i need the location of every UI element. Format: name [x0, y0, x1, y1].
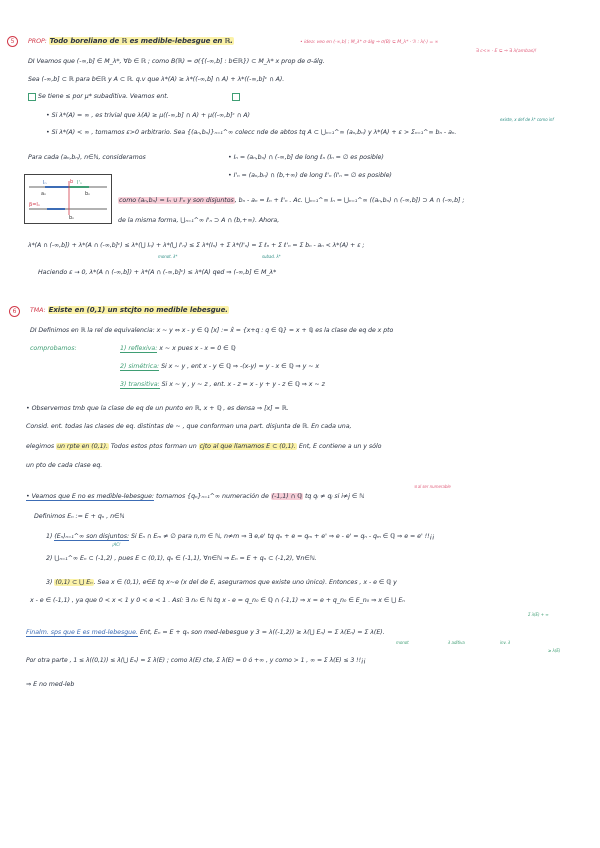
representative-line: [26, 442, 381, 451]
numerable-note: ∃ al ser numerable: [414, 484, 451, 489]
step-2-text: ⋃ₙ₌₁^∞ Eₙ ⊂ (-1,2) , pues E ⊂ (0,1), qₙ ∈ (-1,1), ∀n∈ℕ ⇒ Eₙ = E + qₙ ⊂ (-1,2), ∀n∈ℕ.: [54, 555, 317, 562]
final-assumption: Finalm. sps que E es med-lebesgue.: [26, 629, 138, 636]
proof-line-3: Se tiene ≤ por μ* subaditiva. Veamos ent.: [38, 93, 169, 100]
nonmeasurable-claim: • Veamos que E no es medible-lebesgue:: [26, 493, 155, 500]
theorem-heading: [30, 306, 229, 315]
fig-label-in: Iₙ: [43, 180, 47, 186]
theorem-label: TMA:: [30, 307, 46, 314]
set-e-highlight: cjto al que llamamos E ⊂ (0,1).: [199, 443, 296, 450]
theorem-statement: Existe en (0,1) un stcjto no medible lebesgue.: [48, 306, 228, 314]
transitive-row: [120, 380, 325, 389]
nonmeasurable-line: [26, 492, 364, 501]
proof-line-6: Para cada (aₙ,bₙ), n∈ℕ, consideramos: [28, 154, 146, 161]
step-2: [46, 554, 317, 563]
prop-heading: [28, 37, 234, 46]
step-1-note: ¡AC!: [112, 542, 121, 547]
final-line-1: [26, 628, 385, 637]
note-monot: monot: [396, 640, 409, 645]
step-2-num: 2): [46, 555, 53, 562]
numeration-text: tomamos {qₙ}ₙ₌₁^∞ numeración de: [155, 493, 269, 500]
step-3-num: 3): [46, 579, 53, 586]
def-in-2: • I'ₙ = (aₙ,bₙ) ∩ (b,+∞) de long ℓ'ₙ (I'ₙ = ∅ es posible): [228, 172, 392, 179]
proof-line-4: • Si λ*(A) = ∞ , es trivial que λ(A) ≥ μ((-∞,b] ∩ A) + μ((-∞,b]ᶜ ∩ A): [46, 112, 250, 119]
proof-line-2: Sea (-∞,b] ⊂ ℝ para b∈ℝ y A ⊂ ℝ. q.v que λ*(A) ≥ λ*((-∞,b] ∩ A) + λ*((-∞,b]ᶜ ∩ A).: [28, 76, 285, 83]
step-1-claim: (Eₙ)ₙ₌₁^∞ son disjuntos:: [54, 533, 130, 540]
final-line-2: Por otra parte , 1 ≤ λ((0,1)) ≤ λ(⋃ Eₙ) = Σ λ(E) ; como λ(E) cte, Σ λ(E) = 0 ó +∞ , y como > 1 , ∞ = Σ λ(E) ≤ 3 !!¡¡: [26, 657, 366, 664]
proof-line-9-note-2: subad. λ*: [262, 254, 281, 259]
fig-label-an: aₙ: [41, 191, 47, 197]
fig-label-ipn: I'ₙ: [77, 180, 82, 186]
fig-label-bn: bₙ: [85, 191, 91, 197]
step-3-claim: (0,1) ⊂ ⋃ Eₙ: [55, 579, 93, 586]
interval-diagram: [25, 175, 111, 223]
def-in-1: • Iₙ = (aₙ,bₙ) ∩ (-∞,b] de long ℓₙ (Iₙ = ∅ es posible): [228, 154, 384, 161]
step-1: [46, 532, 435, 541]
reflexive-row: [120, 344, 235, 353]
reflexive-label: 1) reflexiva:: [120, 345, 158, 352]
rationals-highlight: (-1,1) ∩ ℚ: [271, 493, 303, 500]
rep-text-e: Ent, E contiene a un y sólo: [298, 443, 382, 450]
proof-line-9: λ*(A ∩ (-∞,b]) + λ*(A ∩ (-∞,b]ᶜ) ≤ λ*(⋃ Iₙ) + λ*(⋃ I'ₙ) ≤ Σ λ*(Iₙ) + Σ λ*(I'ₙ) = Σ ℓₙ + Σ ℓ'ₙ = Σ bₙ - aₙ < λ*(A) + ε ;: [28, 242, 365, 249]
step-1-proof: Si Eₙ ∩ Eₘ ≠ ∅ para n,m ∈ ℕ, n≠m ⇒ ∃ e,e' tq qₙ + e = qₘ + e' ⇒ e - e' = qₙ - qₘ ∈ ℚ ⇒ e = e' !!¡¡: [130, 533, 435, 540]
prop-label: PROP:: [28, 38, 47, 45]
symmetric-label: 2) simétrica:: [120, 363, 160, 370]
rep-text-a: elegimos: [26, 443, 55, 450]
reflexive-text: x ~ x pues x - x = 0 ∈ ℚ: [159, 345, 236, 352]
checkbox-icon: [28, 93, 36, 101]
proof-line-10: Haciendo ε → 0, λ*(A ∩ (-∞,b]) + λ*(A ∩ (-∞,b]ᶜ) ≤ λ*(A) qed ⇒ (-∞,b] ∈ M_λ*: [38, 269, 277, 276]
symmetric-row: [120, 362, 319, 371]
final-inequality: Ent, Eₙ = E + qₙ son med-lebesgue y 3 = λ((-1,2)) ≥ λ(⋃ Eₙ) = Σ λ(Eₙ) = Σ λ(E).: [139, 629, 385, 636]
proof-line-5: • Si λ*(A) < ∞ , tomamos ε>0 arbitrario. Sea {(aₙ,bₙ)}ₙ₌₁^∞ colecc nde de abtos tq A ⊂ ⋃ₙ₌₁^∞ (aₙ,bₙ) y λ*(A) + ε > Σₙ₌₁^∞ bₙ - aₙ.: [46, 129, 457, 136]
note-sum: Σ λ(E) + ∞: [528, 612, 549, 617]
fig-label-bn2: bₙ: [69, 215, 75, 221]
step-3-continued: x - e ∈ (-1,1) , ya que 0 < x < 1 y 0 < e < 1 . Así: ∃ n₀ ∈ ℕ tq x - e = q_n₀ ∈ ℚ ∩ (-1,1) ⇒ x = e + q_n₀ ∈ E_n₀ ⇒ x ∈ ⋃ Eₙ: [30, 597, 405, 604]
proof-line-1: DI Veamos que (-∞,b] ∈ M_λ*, ∀b ∈ ℝ ; como B(ℝ) = σ({(-∞,b] : b∈ℝ}) ⊂ M_λ* x prop de σ-álg.: [28, 58, 325, 65]
step-3: [46, 578, 397, 587]
checkbox-icon-2: [232, 93, 240, 101]
note-lt: ≥ λ(E): [548, 648, 561, 653]
interval-figure: [24, 174, 112, 224]
distinct-condition: tq qᵢ ≠ qⱼ si i≠j ∈ ℕ: [304, 493, 365, 500]
conclusion: ⇒ E no med-leb: [26, 681, 75, 688]
idea-note: • idea: veo en (-∞,b] ; M_λ* σ-álg ⇒ σ(B) ⊆ M_λ* · ℬ : λ(·) = ∞: [300, 40, 439, 45]
proof-line-7-rest: , bₙ - aₙ = ℓₙ + ℓ'ₙ . Ac. ⋃ₙ₌₁^∞ Iₙ = ⋃ₙ₌₁^∞ ((aₙ,bₙ) ∩ (-∞,b]) ⊃ A ∩ (-∞,b] ;: [234, 197, 465, 204]
proof-line-9-note-1: monot. λ*: [158, 254, 178, 259]
partition-line: Consid. ent. todas las clases de eq. distintas de ~ , que conforman una part. disjunta de ℝ. En cada una,: [26, 423, 352, 430]
idea-note-right: ∃ c<∞ · E ⊆ ⇒ ∃ λ(ambas)!: [476, 49, 537, 54]
step-3-text: . Sea x ∈ (0,1), e∈E tq x~e (x del de E, aseguramos que existe uno único). Entonces , x - e ∈ ℚ y: [93, 579, 397, 586]
comprobamos-label: comprobamos:: [30, 345, 77, 352]
fig-label-b: b: [70, 179, 74, 185]
note-inv: inv. λ: [500, 640, 511, 645]
representative-line-2: un pto de cada clase eq.: [26, 462, 103, 469]
en-definition: Definimos Eₙ := E + qₙ , n∈ℕ: [34, 513, 125, 520]
section-number-6: 6: [9, 306, 20, 317]
rep-highlight: un rpte en (0,1).: [57, 443, 108, 450]
proof-line-8: de la misma forma, ⋃ₙ₌₁^∞ I'ₙ ⊃ A ∩ (b,+∞). Ahora,: [118, 217, 280, 224]
section-number-5: 5: [7, 36, 18, 47]
transitive-label: 3) transitiva:: [120, 381, 160, 388]
equiv-definition: DI Definimos en ℝ la rel de equivalencia: x ~ y ⇔ x - y ∈ ℚ [x] := x̂ = {x+q : q ∈ ℚ} = x + ℚ es la clase de eq de x pto: [30, 327, 394, 334]
prop-statement: Todo boreliano de ℝ es medible-lebesgue en ℝ.: [49, 37, 233, 45]
note-adit: λ aditiva: [448, 640, 465, 645]
fig-label-beta: β=Iₙ: [29, 202, 40, 208]
density-remark: • Observemos tmb que la clase de eq de un punto en ℝ, x + ℚ , es densa ⇒ [x] = ℝ.: [26, 405, 289, 412]
proof-line-7: [118, 196, 464, 205]
rep-text-c: Todos estos ptos forman un: [110, 443, 197, 450]
symmetric-text: Si x ~ y , ent x - y ∈ ℚ ⇒ -(x-y) = y - x ∈ ℚ ⇒ y ~ x: [161, 363, 320, 370]
step-1-num: 1): [46, 533, 53, 540]
disjoint-highlight: como (aₙ,bₙ) = Iₙ ∪ I'ₙ y son disjuntos: [119, 197, 234, 204]
proof-line-4-note: existe, x def de λ* como inf: [500, 117, 554, 122]
transitive-text: Si x ~ y , y ~ z , ent. x - z = x - y + y - z ∈ ℚ ⇒ x ~ z: [161, 381, 325, 388]
